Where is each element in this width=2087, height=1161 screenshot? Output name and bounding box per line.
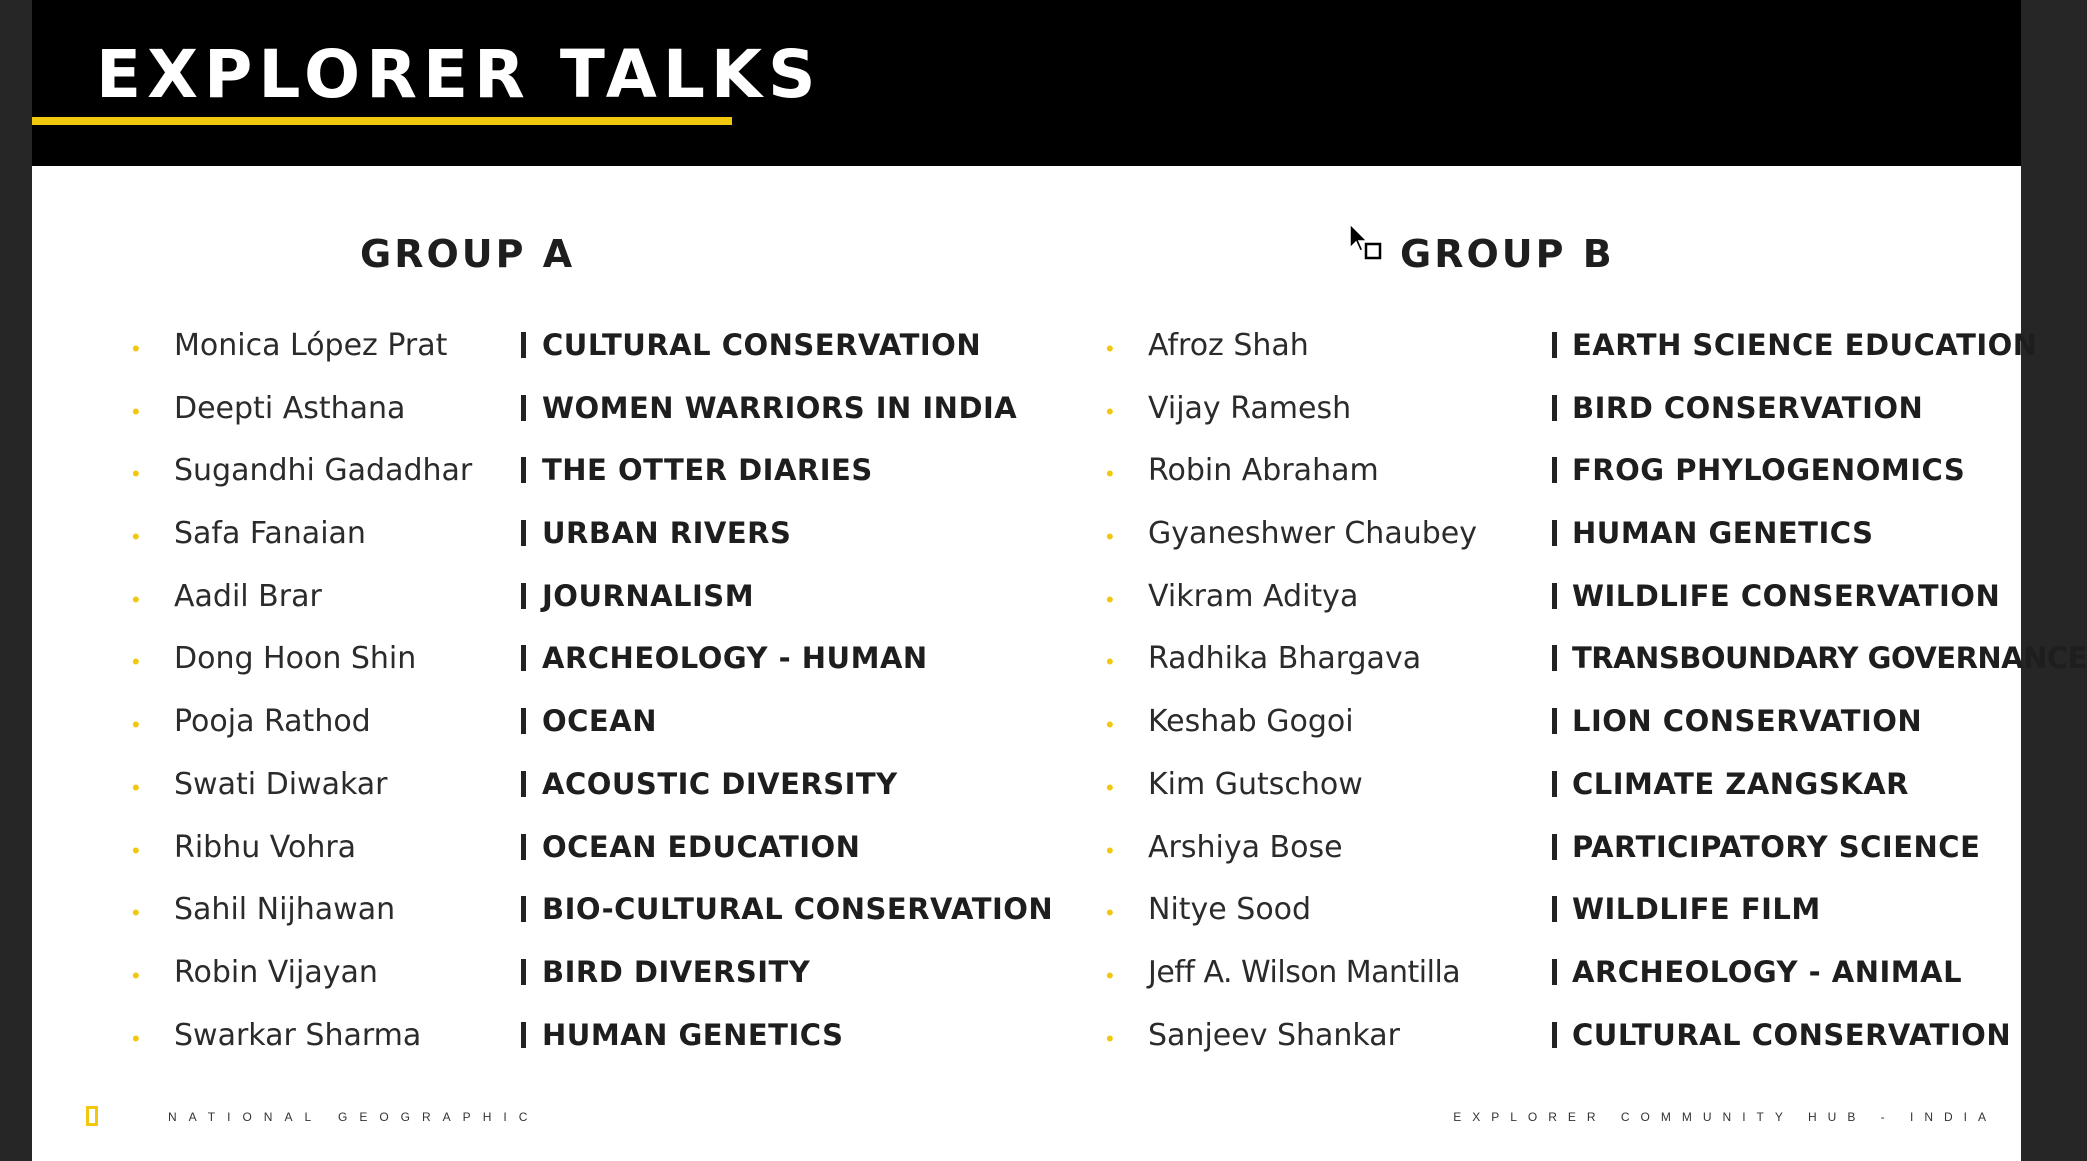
bullet-icon: • bbox=[1106, 900, 1114, 926]
talk-topic: CULTURAL CONSERVATION bbox=[1572, 1017, 2012, 1052]
bullet-icon: • bbox=[1106, 712, 1114, 738]
separator bbox=[1552, 332, 1557, 358]
bullet-icon: • bbox=[132, 461, 140, 487]
separator bbox=[521, 959, 526, 985]
explorer-name: Swati Diwakar bbox=[174, 766, 388, 802]
explorer-name: Swarkar Sharma bbox=[174, 1017, 422, 1053]
explorer-name: Vijay Ramesh bbox=[1148, 390, 1352, 426]
talk-topic: BIO-CULTURAL CONSERVATION bbox=[542, 892, 1054, 927]
explorer-name: Radhika Bhargava bbox=[1148, 641, 1422, 677]
bullet-icon: • bbox=[132, 649, 140, 675]
explorer-name: Dong Hoon Shin bbox=[174, 641, 417, 677]
explorer-name: Monica López Prat bbox=[174, 328, 448, 363]
bullet-icon: • bbox=[1106, 774, 1114, 800]
talk-topic: WOMEN WARRIORS IN INDIA bbox=[542, 390, 1018, 425]
talk-topic: CLIMATE ZANGSKAR bbox=[1572, 766, 1909, 801]
talk-topic: JOURNALISM bbox=[542, 578, 755, 613]
bullet-icon: • bbox=[1106, 1025, 1114, 1051]
bullet-icon: • bbox=[132, 1025, 140, 1051]
separator bbox=[1552, 520, 1557, 546]
explorer-name: Ribhu Vohra bbox=[174, 829, 357, 865]
explorer-name: Sanjeev Shankar bbox=[1148, 1017, 1400, 1053]
talk-topic: ARCHEOLOGY - HUMAN bbox=[542, 641, 928, 676]
separator bbox=[1552, 834, 1557, 860]
talk-topic: WILDLIFE FILM bbox=[1572, 892, 1821, 927]
group-b-title: GROUP B bbox=[1400, 232, 1615, 276]
explorer-name: Nitye Sood bbox=[1148, 892, 1312, 928]
separator bbox=[521, 708, 526, 734]
talk-topic: OCEAN EDUCATION bbox=[542, 829, 861, 864]
footer-hub: EXPLORER COMMUNITY HUB - INDIA bbox=[1453, 1110, 1997, 1124]
separator bbox=[521, 395, 526, 421]
mouse-pointer-icon bbox=[1348, 222, 1388, 262]
talk-topic: TRANSBOUNDARY GOVERNANCE bbox=[1572, 641, 2087, 676]
bullet-icon: • bbox=[1106, 336, 1114, 361]
talk-topic: CULTURAL CONSERVATION bbox=[542, 328, 982, 362]
explorer-name: Aadil Brar bbox=[174, 578, 322, 614]
separator bbox=[521, 583, 526, 609]
explorer-name: Arshiya Bose bbox=[1148, 829, 1343, 865]
separator bbox=[521, 457, 526, 483]
bullet-icon: • bbox=[1106, 586, 1114, 612]
bullet-icon: • bbox=[132, 586, 140, 612]
separator bbox=[1552, 457, 1557, 483]
explorer-name: Deepti Asthana bbox=[174, 390, 406, 426]
explorer-name: Pooja Rathod bbox=[174, 704, 371, 740]
talk-topic: EARTH SCIENCE EDUCATION bbox=[1572, 328, 2038, 362]
separator bbox=[521, 520, 526, 546]
talk-topic: PARTICIPATORY SCIENCE bbox=[1572, 829, 1981, 864]
talk-topic: BIRD CONSERVATION bbox=[1572, 390, 1924, 425]
explorer-name: Safa Fanaian bbox=[174, 516, 366, 552]
bullet-icon: • bbox=[1106, 962, 1114, 988]
separator bbox=[1552, 708, 1557, 734]
explorer-name: Afroz Shah bbox=[1148, 328, 1309, 363]
explorer-name: Sugandhi Gadadhar bbox=[174, 453, 473, 489]
separator bbox=[1552, 959, 1557, 985]
talk-topic: WILDLIFE CONSERVATION bbox=[1572, 578, 2001, 613]
separator bbox=[521, 645, 526, 671]
explorer-name: Kim Gutschow bbox=[1148, 766, 1363, 802]
separator bbox=[521, 896, 526, 922]
presentation-slide bbox=[32, 0, 2087, 1161]
talk-topic: THE OTTER DIARIES bbox=[542, 453, 873, 488]
slide-title: EXPLORER TALKS bbox=[96, 36, 822, 113]
bullet-icon: • bbox=[1106, 398, 1114, 424]
separator bbox=[1552, 583, 1557, 609]
separator bbox=[1552, 1022, 1557, 1048]
talk-topic: HUMAN GENETICS bbox=[542, 1017, 844, 1052]
separator bbox=[521, 834, 526, 860]
bullet-icon: • bbox=[132, 837, 140, 863]
separator bbox=[521, 332, 526, 358]
separator bbox=[1552, 896, 1557, 922]
separator bbox=[521, 771, 526, 797]
separator bbox=[1552, 395, 1557, 421]
explorer-name: Jeff A. Wilson Mantilla bbox=[1148, 954, 1461, 990]
bullet-icon: • bbox=[132, 900, 140, 926]
header-bar bbox=[32, 0, 2021, 166]
explorer-name: Gyaneshwer Chaubey bbox=[1148, 516, 1477, 552]
footer-brand: NATIONAL GEOGRAPHIC bbox=[168, 1110, 540, 1124]
talk-topic: BIRD DIVERSITY bbox=[542, 954, 811, 989]
title-underline bbox=[32, 117, 732, 125]
bullet-icon: • bbox=[132, 524, 140, 550]
bullet-icon: • bbox=[1106, 649, 1114, 675]
talk-topic: FROG PHYLOGENOMICS bbox=[1572, 453, 1966, 488]
talk-topic: ACOUSTIC DIVERSITY bbox=[542, 766, 898, 801]
talk-topic: URBAN RIVERS bbox=[542, 516, 792, 551]
bullet-icon: • bbox=[1106, 461, 1114, 487]
talk-topic: HUMAN GENETICS bbox=[1572, 516, 1874, 551]
bullet-icon: • bbox=[132, 712, 140, 738]
explorer-name: Keshab Gogoi bbox=[1148, 704, 1354, 740]
group-a-title: GROUP A bbox=[360, 232, 576, 276]
bullet-icon: • bbox=[132, 774, 140, 800]
bullet-icon: • bbox=[1106, 524, 1114, 550]
explorer-name: Robin Abraham bbox=[1148, 453, 1379, 489]
separator bbox=[1552, 645, 1557, 671]
talk-topic: ARCHEOLOGY - ANIMAL bbox=[1572, 954, 1963, 989]
bullet-icon: • bbox=[1106, 837, 1114, 863]
talk-topic: LION CONSERVATION bbox=[1572, 704, 1923, 739]
separator bbox=[1552, 771, 1557, 797]
bullet-icon: • bbox=[132, 398, 140, 424]
yellow-border-icon bbox=[86, 1106, 98, 1126]
talk-topic: OCEAN bbox=[542, 704, 657, 739]
explorer-name: Robin Vijayan bbox=[174, 954, 378, 990]
bullet-icon: • bbox=[132, 336, 140, 361]
explorer-name: Vikram Aditya bbox=[1148, 578, 1359, 614]
bullet-icon: • bbox=[132, 962, 140, 988]
explorer-name: Sahil Nijhawan bbox=[174, 892, 396, 928]
separator bbox=[521, 1022, 526, 1048]
